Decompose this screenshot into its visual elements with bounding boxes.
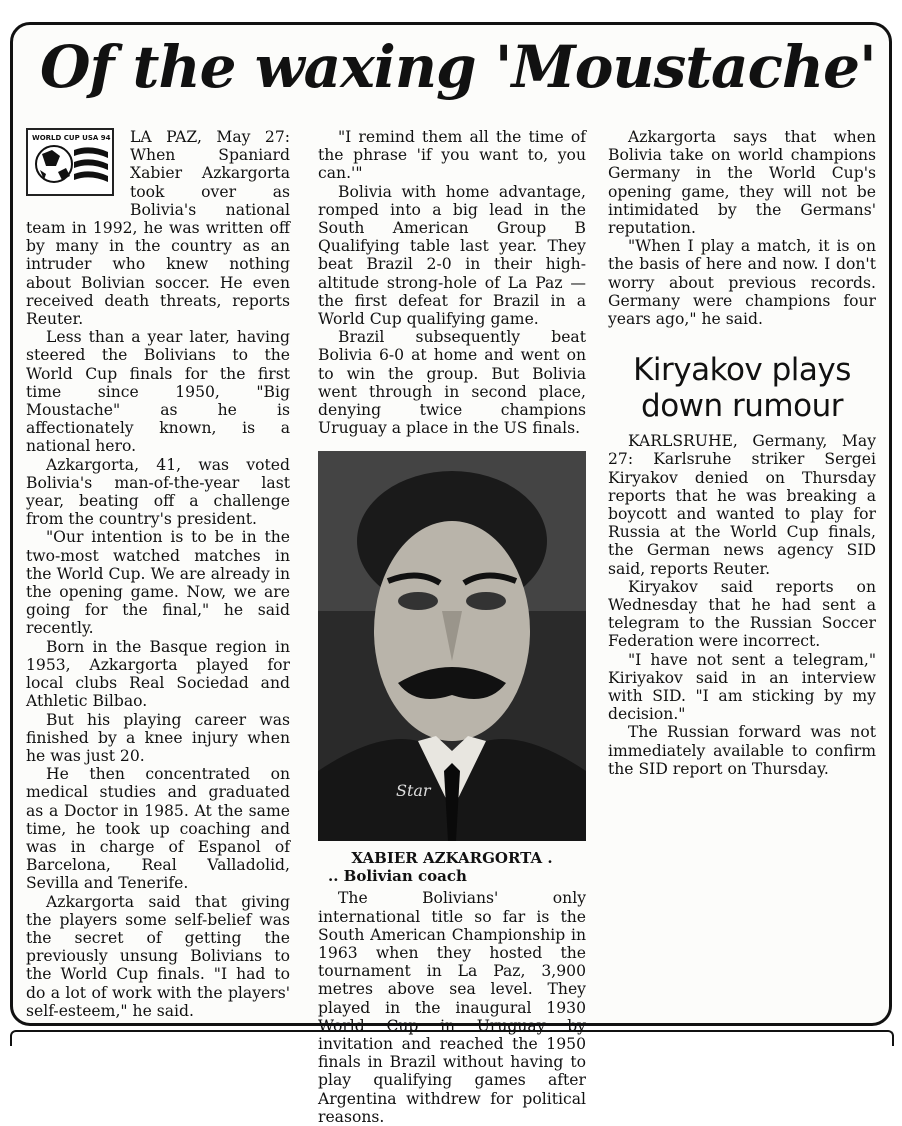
caption-role: .. Bolivian coach (328, 867, 467, 886)
article-paragraph-8: Azkargorta said that giving the players some self-belief was the secret of getting the previously unsung Bolivians to the World Cup finals. "I had to do a lot of work with the players' self-esteem," he said. (26, 892, 290, 1020)
photo-caption (318, 849, 586, 885)
caption-name: XABIER AZKARGORTA . (351, 849, 553, 868)
second-paragraph-1: Karlsruhe striker Sergei Kiryakov denied on Thursday reports that he was breaking a boycott and wanted to play for Russia at the World Cup finals, the German news agency SID said, reports Reuter. (608, 450, 876, 578)
article-paragraph-13: Azkargorta says that when Bolivia take on world champions Germany in the World Cup's opening game, they will not be intimidated by the Germans' reputation. (608, 128, 876, 238)
second-paragraph-3: "I have not sent a telegram," Kiriyakov said in an interview with SID. "I am sticking by my decision." (608, 650, 876, 724)
photo-watermark: Star (396, 781, 431, 801)
coach-photo (318, 451, 586, 841)
portrait-image (318, 451, 586, 841)
article-paragraph-10: Bolivia with home advantage, romped into a big lead in the South American Group B Qualifying table last year. They beat Brazil 2-0 in their high-altitude strong-hole of La Paz — the first defeat for Brazil in a World Cup qualifying game. (318, 182, 586, 329)
logo-text: WORLD CUP USA 94 (32, 134, 111, 142)
article-paragraph-2: Less than a year later, having steered the Bolivians to the World Cup finals for the first time since 1950, "Big Moustache" as he is affectionately known, is a national hero. (26, 328, 290, 456)
headline: Of the waxing 'Moustache' (40, 33, 876, 101)
article-paragraph-14: "When I play a match, it is on the basis of here and now. I don't worry about previous records. Germany were champions four years ago," he said. (608, 237, 876, 329)
article-paragraph-1: When Spaniard Xabier Azkargorta took over as Bolivia's national team in 1992, he was written off by many in the country as an intruder who knew nothing about Bolivian soccer. He even received death threats, reports Reuter. (26, 146, 290, 329)
article-paragraph-12: The Bolivians' only international title so far is the South American Championship in 1963 when they hosted the tournament in La Paz, 3,900 metres above sea level. They played in the inaugural 1930 World Cup in Uruguay by invitation and reached the 1950 finals in Brazil without having to play qualifying games after Argentina withdrew for political reasons. (318, 889, 586, 1126)
dateline: LA PAZ, May 27: (130, 128, 290, 146)
article-paragraph-4: "Our intention is to be in the two-most watched matches in the World Cup. We are already in the opening game. Now, we are going for the final," he said recently. (26, 528, 290, 638)
article-paragraph-9: "I remind them all the time of the phrase 'if you want to, you can.'" (318, 128, 586, 183)
second-paragraph-4: The Russian forward was not immediately available to confirm the SID report on Thursday. (608, 723, 876, 778)
article-paragraph-11: Brazil subsequently beat Bolivia 6-0 at home and went on to win the group. But Bolivia went through in second place, denying twice champions Uruguay a place in the US finals. (318, 328, 586, 438)
article-paragraph-7: He then concentrated on medical studies and graduated as a Doctor in 1985. At the same time, he took up coaching and was in charge of Espanol of Barcelona, Real Valladolid, Sevilla and Tenerife. (26, 765, 290, 893)
second-dateline: KARLSRUHE, Germany, May 27: (608, 432, 876, 469)
second-article-title: Kiryakov plays down rumour (633, 352, 851, 425)
second-paragraph-2: Kiryakov said reports on Wednesday that he had sent a telegram to the Russian Soccer Federation were incorrect. (608, 577, 876, 651)
world-cup-logo-icon (26, 128, 114, 196)
article-paragraph-5: Born in the Basque region in 1953, Azkargorta played for local clubs Real Sociedad and Athletic Bilbao. (26, 637, 290, 711)
article-paragraph-6: But his playing career was finished by a knee injury when he was just 20. (26, 710, 290, 765)
column-3 (608, 128, 876, 778)
article-paragraph-3: Azkargorta, 41, was voted Bolivia's man-of-the-year last year, beating off a challenge from the country's president. (26, 455, 290, 529)
column-2 (318, 128, 586, 1126)
next-article-border (10, 1030, 894, 1046)
column-1 (26, 128, 290, 1020)
